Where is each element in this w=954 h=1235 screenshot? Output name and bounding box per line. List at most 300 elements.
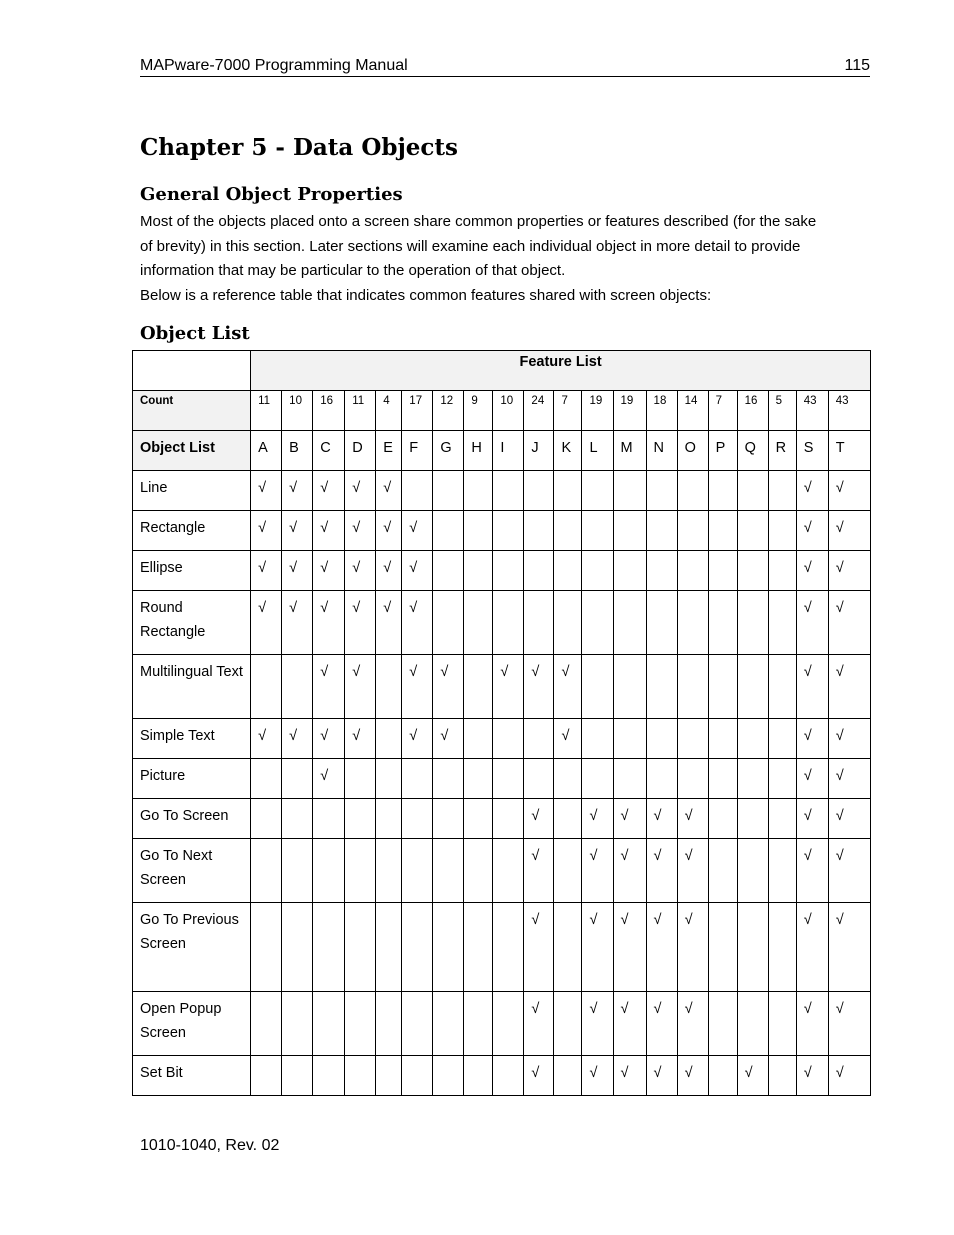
intro-paragraph: Below is a reference table that indicates common features shared with screen objects: bbox=[140, 286, 712, 304]
empty-cell bbox=[768, 759, 796, 799]
check-mark-cell: √ bbox=[613, 992, 646, 1056]
count-cell: 4 bbox=[376, 391, 402, 431]
feature-letter-cell: D bbox=[345, 431, 376, 471]
check-mark-cell: √ bbox=[345, 551, 376, 591]
empty-cell bbox=[737, 903, 768, 992]
empty-cell bbox=[646, 471, 677, 511]
empty-cell bbox=[282, 655, 313, 719]
feature-letter-cell: G bbox=[433, 431, 464, 471]
check-mark-cell: √ bbox=[613, 839, 646, 903]
feature-letter-cell: P bbox=[708, 431, 737, 471]
empty-cell bbox=[251, 655, 282, 719]
empty-cell bbox=[493, 511, 524, 551]
count-cell: 43 bbox=[828, 391, 870, 431]
check-mark-cell: √ bbox=[313, 759, 345, 799]
object-name-cell: Line bbox=[133, 471, 251, 511]
object-row bbox=[133, 839, 871, 903]
empty-cell bbox=[464, 471, 493, 511]
empty-cell bbox=[524, 759, 554, 799]
check-mark-cell: √ bbox=[796, 839, 828, 903]
empty-cell bbox=[768, 1056, 796, 1096]
empty-cell bbox=[524, 551, 554, 591]
empty-cell bbox=[282, 1056, 313, 1096]
empty-cell bbox=[613, 511, 646, 551]
check-mark-cell: √ bbox=[828, 655, 870, 719]
count-cell: 16 bbox=[737, 391, 768, 431]
check-mark-cell: √ bbox=[796, 719, 828, 759]
object-row bbox=[133, 719, 871, 759]
check-mark-cell: √ bbox=[828, 903, 870, 992]
empty-cell bbox=[433, 1056, 464, 1096]
subsection-title: Object List bbox=[140, 323, 250, 344]
empty-cell bbox=[376, 655, 402, 719]
check-mark-cell: √ bbox=[613, 903, 646, 992]
check-mark-cell: √ bbox=[646, 992, 677, 1056]
empty-cell bbox=[464, 799, 493, 839]
empty-cell bbox=[582, 551, 613, 591]
check-mark-cell: √ bbox=[796, 992, 828, 1056]
count-cell: 10 bbox=[493, 391, 524, 431]
empty-cell bbox=[708, 759, 737, 799]
empty-cell bbox=[582, 655, 613, 719]
empty-cell bbox=[708, 551, 737, 591]
empty-cell bbox=[493, 799, 524, 839]
check-mark-cell: √ bbox=[796, 551, 828, 591]
feature-letter-cell: K bbox=[554, 431, 582, 471]
feature-list-header: Feature List bbox=[251, 351, 871, 391]
empty-cell bbox=[493, 1056, 524, 1096]
object-name-cell: Open Popup Screen bbox=[133, 992, 251, 1056]
check-mark-cell: √ bbox=[251, 511, 282, 551]
check-mark-cell: √ bbox=[646, 799, 677, 839]
check-mark-cell: √ bbox=[524, 1056, 554, 1096]
check-mark-cell: √ bbox=[796, 1056, 828, 1096]
check-mark-cell: √ bbox=[554, 719, 582, 759]
check-mark-cell: √ bbox=[251, 591, 282, 655]
count-cell: 12 bbox=[433, 391, 464, 431]
feature-letter-cell: L bbox=[582, 431, 613, 471]
empty-cell bbox=[376, 799, 402, 839]
feature-letter-cell: C bbox=[313, 431, 345, 471]
empty-cell bbox=[251, 799, 282, 839]
empty-cell bbox=[677, 759, 708, 799]
check-mark-cell: √ bbox=[524, 903, 554, 992]
empty-cell bbox=[376, 1056, 402, 1096]
feature-letter-cell: T bbox=[828, 431, 870, 471]
count-cell: 17 bbox=[402, 391, 433, 431]
check-mark-cell: √ bbox=[251, 471, 282, 511]
empty-cell bbox=[768, 903, 796, 992]
object-name-cell: Ellipse bbox=[133, 551, 251, 591]
check-mark-cell: √ bbox=[313, 511, 345, 551]
feature-letter-cell: M bbox=[613, 431, 646, 471]
check-mark-cell: √ bbox=[737, 1056, 768, 1096]
object-row bbox=[133, 551, 871, 591]
check-mark-cell: √ bbox=[582, 839, 613, 903]
empty-cell bbox=[433, 992, 464, 1056]
empty-cell bbox=[646, 591, 677, 655]
feature-letters-row bbox=[133, 431, 871, 471]
count-cell: 5 bbox=[768, 391, 796, 431]
empty-cell bbox=[708, 471, 737, 511]
empty-cell bbox=[376, 759, 402, 799]
empty-cell bbox=[402, 471, 433, 511]
check-mark-cell: √ bbox=[613, 799, 646, 839]
check-mark-cell: √ bbox=[677, 1056, 708, 1096]
empty-cell bbox=[582, 719, 613, 759]
check-mark-cell: √ bbox=[313, 471, 345, 511]
empty-cell bbox=[554, 839, 582, 903]
empty-cell bbox=[464, 719, 493, 759]
check-mark-cell: √ bbox=[313, 655, 345, 719]
empty-cell bbox=[677, 719, 708, 759]
empty-cell bbox=[554, 903, 582, 992]
empty-cell bbox=[251, 1056, 282, 1096]
object-row bbox=[133, 759, 871, 799]
feature-letter-cell: E bbox=[376, 431, 402, 471]
empty-cell bbox=[251, 903, 282, 992]
empty-cell bbox=[708, 719, 737, 759]
feature-letter-cell: N bbox=[646, 431, 677, 471]
feature-letter-cell: O bbox=[677, 431, 708, 471]
empty-cell bbox=[554, 511, 582, 551]
empty-cell bbox=[345, 839, 376, 903]
count-row bbox=[133, 391, 871, 431]
empty-cell bbox=[737, 591, 768, 655]
empty-cell bbox=[282, 903, 313, 992]
empty-cell bbox=[768, 471, 796, 511]
count-cell: 19 bbox=[582, 391, 613, 431]
empty-cell bbox=[708, 839, 737, 903]
check-mark-cell: √ bbox=[646, 903, 677, 992]
check-mark-cell: √ bbox=[433, 655, 464, 719]
empty-cell bbox=[554, 471, 582, 511]
check-mark-cell: √ bbox=[828, 992, 870, 1056]
check-mark-cell: √ bbox=[828, 551, 870, 591]
empty-cell bbox=[313, 903, 345, 992]
empty-cell bbox=[677, 471, 708, 511]
check-mark-cell: √ bbox=[251, 551, 282, 591]
empty-cell bbox=[677, 591, 708, 655]
empty-cell bbox=[613, 759, 646, 799]
object-row bbox=[133, 903, 871, 992]
check-mark-cell: √ bbox=[582, 992, 613, 1056]
check-mark-cell: √ bbox=[433, 719, 464, 759]
check-mark-cell: √ bbox=[582, 1056, 613, 1096]
empty-cell bbox=[282, 759, 313, 799]
empty-cell bbox=[464, 903, 493, 992]
empty-cell bbox=[582, 511, 613, 551]
check-mark-cell: √ bbox=[402, 551, 433, 591]
empty-cell bbox=[433, 471, 464, 511]
chapter-title: Chapter 5 - Data Objects bbox=[140, 134, 458, 161]
check-mark-cell: √ bbox=[282, 471, 313, 511]
check-mark-cell: √ bbox=[796, 799, 828, 839]
feature-letter-cell: R bbox=[768, 431, 796, 471]
empty-cell bbox=[345, 992, 376, 1056]
empty-cell bbox=[282, 992, 313, 1056]
object-row bbox=[133, 591, 871, 655]
check-mark-cell: √ bbox=[345, 471, 376, 511]
check-mark-cell: √ bbox=[524, 655, 554, 719]
count-cell: 18 bbox=[646, 391, 677, 431]
empty-cell bbox=[708, 655, 737, 719]
empty-cell bbox=[345, 903, 376, 992]
empty-cell bbox=[345, 1056, 376, 1096]
check-mark-cell: √ bbox=[345, 511, 376, 551]
check-mark-cell: √ bbox=[796, 511, 828, 551]
feature-letter-cell: F bbox=[402, 431, 433, 471]
empty-cell bbox=[402, 1056, 433, 1096]
feature-letter-cell: I bbox=[493, 431, 524, 471]
check-mark-cell: √ bbox=[524, 992, 554, 1056]
empty-cell bbox=[708, 511, 737, 551]
empty-cell bbox=[646, 719, 677, 759]
feature-letter-cell: Q bbox=[737, 431, 768, 471]
empty-cell bbox=[433, 551, 464, 591]
empty-cell bbox=[613, 655, 646, 719]
count-cell: 14 bbox=[677, 391, 708, 431]
check-mark-cell: √ bbox=[582, 799, 613, 839]
object-name-cell: Go To Screen bbox=[133, 799, 251, 839]
check-mark-cell: √ bbox=[313, 551, 345, 591]
empty-cell bbox=[646, 511, 677, 551]
empty-cell bbox=[493, 551, 524, 591]
object-name-cell: Go To Next Screen bbox=[133, 839, 251, 903]
check-mark-cell: √ bbox=[796, 903, 828, 992]
check-mark-cell: √ bbox=[402, 719, 433, 759]
check-mark-cell: √ bbox=[376, 511, 402, 551]
empty-cell bbox=[433, 511, 464, 551]
empty-cell bbox=[708, 799, 737, 839]
check-mark-cell: √ bbox=[554, 655, 582, 719]
empty-cell bbox=[464, 591, 493, 655]
empty-cell bbox=[613, 551, 646, 591]
empty-cell bbox=[768, 551, 796, 591]
object-name-cell: Go To Previous Screen bbox=[133, 903, 251, 992]
empty-cell bbox=[464, 1056, 493, 1096]
empty-cell bbox=[433, 759, 464, 799]
empty-cell bbox=[524, 471, 554, 511]
empty-cell bbox=[433, 799, 464, 839]
empty-cell bbox=[768, 655, 796, 719]
empty-cell bbox=[524, 591, 554, 655]
empty-cell bbox=[677, 655, 708, 719]
check-mark-cell: √ bbox=[582, 903, 613, 992]
empty-cell bbox=[582, 591, 613, 655]
check-mark-cell: √ bbox=[796, 759, 828, 799]
check-mark-cell: √ bbox=[402, 655, 433, 719]
empty-cell bbox=[251, 839, 282, 903]
check-mark-cell: √ bbox=[282, 511, 313, 551]
check-mark-cell: √ bbox=[828, 1056, 870, 1096]
object-row bbox=[133, 655, 871, 719]
object-row bbox=[133, 1056, 871, 1096]
empty-cell bbox=[737, 759, 768, 799]
check-mark-cell: √ bbox=[828, 759, 870, 799]
empty-cell bbox=[402, 759, 433, 799]
empty-cell bbox=[554, 992, 582, 1056]
empty-cell bbox=[282, 799, 313, 839]
empty-cell bbox=[402, 992, 433, 1056]
check-mark-cell: √ bbox=[613, 1056, 646, 1096]
empty-cell bbox=[433, 591, 464, 655]
empty-cell bbox=[737, 719, 768, 759]
empty-cell bbox=[464, 839, 493, 903]
object-row bbox=[133, 799, 871, 839]
empty-cell bbox=[524, 719, 554, 759]
intro-paragraph: Most of the objects placed onto a screen share common properties or features described (for the sake of brevity) in this section. Later sections will examine each individual object in more detail to provide information that may be particular to the operation of that object. bbox=[140, 213, 817, 279]
empty-cell bbox=[251, 992, 282, 1056]
count-cell: 10 bbox=[282, 391, 313, 431]
header-corner-cell bbox=[133, 351, 251, 391]
check-mark-cell: √ bbox=[345, 655, 376, 719]
section-title: General Object Properties bbox=[140, 184, 403, 205]
empty-cell bbox=[768, 799, 796, 839]
count-cell: 16 bbox=[313, 391, 345, 431]
empty-cell bbox=[433, 839, 464, 903]
check-mark-cell: √ bbox=[313, 591, 345, 655]
check-mark-cell: √ bbox=[376, 471, 402, 511]
empty-cell bbox=[493, 719, 524, 759]
check-mark-cell: √ bbox=[677, 992, 708, 1056]
page-number: 115 bbox=[844, 57, 870, 74]
count-cell: 24 bbox=[524, 391, 554, 431]
empty-cell bbox=[737, 511, 768, 551]
manual-title: MAPware-7000 Programming Manual bbox=[140, 57, 408, 74]
check-mark-cell: √ bbox=[828, 471, 870, 511]
check-mark-cell: √ bbox=[282, 551, 313, 591]
page-header bbox=[140, 56, 870, 77]
empty-cell bbox=[464, 759, 493, 799]
empty-cell bbox=[376, 719, 402, 759]
count-cell: 43 bbox=[796, 391, 828, 431]
empty-cell bbox=[464, 655, 493, 719]
feature-letter-cell: S bbox=[796, 431, 828, 471]
empty-cell bbox=[582, 471, 613, 511]
check-mark-cell: √ bbox=[796, 471, 828, 511]
empty-cell bbox=[554, 1056, 582, 1096]
object-list-label: Object List bbox=[133, 431, 251, 471]
empty-cell bbox=[613, 591, 646, 655]
empty-cell bbox=[768, 719, 796, 759]
object-name-cell: Simple Text bbox=[133, 719, 251, 759]
check-mark-cell: √ bbox=[282, 591, 313, 655]
empty-cell bbox=[376, 903, 402, 992]
empty-cell bbox=[737, 992, 768, 1056]
empty-cell bbox=[708, 992, 737, 1056]
object-row bbox=[133, 471, 871, 511]
count-cell: 7 bbox=[708, 391, 737, 431]
empty-cell bbox=[313, 799, 345, 839]
empty-cell bbox=[646, 759, 677, 799]
empty-cell bbox=[402, 903, 433, 992]
empty-cell bbox=[613, 719, 646, 759]
check-mark-cell: √ bbox=[402, 511, 433, 551]
check-mark-cell: √ bbox=[796, 655, 828, 719]
count-cell: 11 bbox=[251, 391, 282, 431]
feature-letter-cell: B bbox=[282, 431, 313, 471]
empty-cell bbox=[768, 839, 796, 903]
check-mark-cell: √ bbox=[677, 839, 708, 903]
object-name-cell: Round Rectangle bbox=[133, 591, 251, 655]
empty-cell bbox=[554, 591, 582, 655]
feature-letter-cell: J bbox=[524, 431, 554, 471]
count-cell: 7 bbox=[554, 391, 582, 431]
check-mark-cell: √ bbox=[524, 799, 554, 839]
empty-cell bbox=[708, 1056, 737, 1096]
check-mark-cell: √ bbox=[376, 551, 402, 591]
check-mark-cell: √ bbox=[828, 511, 870, 551]
empty-cell bbox=[737, 471, 768, 511]
empty-cell bbox=[646, 655, 677, 719]
feature-list-header-row bbox=[133, 351, 871, 391]
empty-cell bbox=[251, 759, 282, 799]
object-name-cell: Rectangle bbox=[133, 511, 251, 551]
empty-cell bbox=[737, 839, 768, 903]
empty-cell bbox=[313, 992, 345, 1056]
check-mark-cell: √ bbox=[828, 839, 870, 903]
feature-letter-cell: H bbox=[464, 431, 493, 471]
empty-cell bbox=[433, 903, 464, 992]
object-row bbox=[133, 992, 871, 1056]
empty-cell bbox=[282, 839, 313, 903]
empty-cell bbox=[737, 551, 768, 591]
empty-cell bbox=[313, 839, 345, 903]
feature-table bbox=[132, 350, 871, 1096]
count-label: Count bbox=[133, 391, 251, 431]
empty-cell bbox=[768, 992, 796, 1056]
empty-cell bbox=[493, 903, 524, 992]
empty-cell bbox=[768, 511, 796, 551]
check-mark-cell: √ bbox=[376, 591, 402, 655]
count-cell: 11 bbox=[345, 391, 376, 431]
feature-letter-cell: A bbox=[251, 431, 282, 471]
object-row bbox=[133, 511, 871, 551]
empty-cell bbox=[737, 655, 768, 719]
empty-cell bbox=[554, 759, 582, 799]
empty-cell bbox=[524, 511, 554, 551]
count-cell: 9 bbox=[464, 391, 493, 431]
check-mark-cell: √ bbox=[646, 1056, 677, 1096]
check-mark-cell: √ bbox=[828, 799, 870, 839]
object-name-cell: Picture bbox=[133, 759, 251, 799]
check-mark-cell: √ bbox=[677, 903, 708, 992]
count-cell: 19 bbox=[613, 391, 646, 431]
empty-cell bbox=[493, 759, 524, 799]
empty-cell bbox=[768, 591, 796, 655]
empty-cell bbox=[554, 799, 582, 839]
empty-cell bbox=[493, 591, 524, 655]
check-mark-cell: √ bbox=[828, 591, 870, 655]
object-name-cell: Multilingual Text bbox=[133, 655, 251, 719]
check-mark-cell: √ bbox=[313, 719, 345, 759]
empty-cell bbox=[493, 839, 524, 903]
check-mark-cell: √ bbox=[677, 799, 708, 839]
empty-cell bbox=[493, 471, 524, 511]
empty-cell bbox=[313, 1056, 345, 1096]
empty-cell bbox=[345, 799, 376, 839]
intro-text bbox=[140, 210, 820, 308]
check-mark-cell: √ bbox=[345, 719, 376, 759]
footer-doc-number: 1010-1040, Rev. 02 bbox=[140, 1137, 280, 1154]
empty-cell bbox=[554, 551, 582, 591]
empty-cell bbox=[464, 551, 493, 591]
check-mark-cell: √ bbox=[345, 591, 376, 655]
empty-cell bbox=[737, 799, 768, 839]
empty-cell bbox=[708, 591, 737, 655]
empty-cell bbox=[464, 511, 493, 551]
